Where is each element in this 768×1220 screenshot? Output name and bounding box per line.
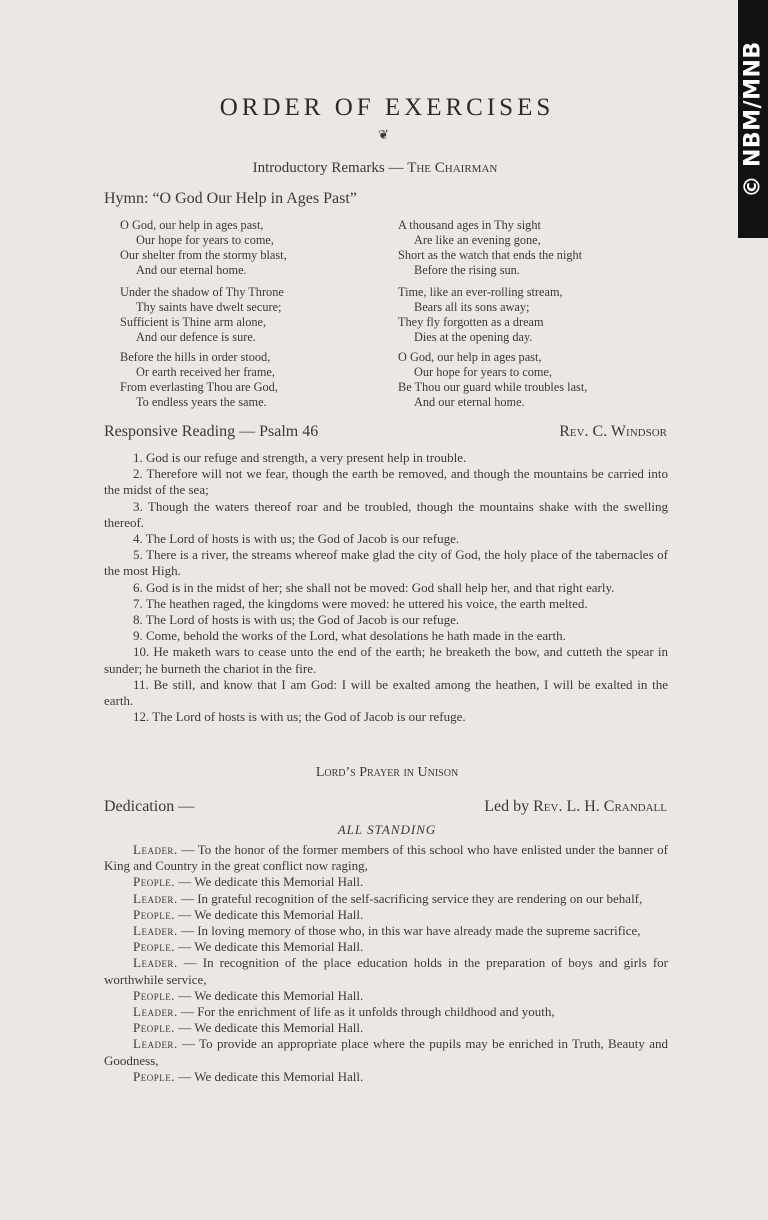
litany-line (104, 842, 668, 874)
hymn-line: Our hope for years to come, (136, 233, 274, 247)
hymn-line: Sufficient is Thine arm alone, (120, 315, 267, 329)
psalm-verse: 4. The Lord of hosts is with us; the God of Jacob is our refuge. (133, 531, 460, 547)
litany-text: — For the enrichment of life as it unfolds through childhood and youth, (177, 1004, 555, 1020)
intro-text: Introductory Remarks — (252, 160, 404, 176)
page-title: ORDER OF EXERCISES (219, 94, 555, 121)
hymn-line: Are like an evening gone, (414, 233, 541, 247)
psalm-verse: 7. The heathen raged, the kingdoms were moved: he uttered his voice, the earth melted. (133, 595, 588, 611)
litany-role: Leader. (133, 1004, 178, 1020)
litany-text: — In loving memory of those who, in this war have already made the supreme sacrifice, (177, 923, 641, 939)
dedication-leader (484, 798, 667, 816)
hymn-line: Be Thou our guard while troubles last, (398, 380, 588, 394)
psalm-verse: 1. God is our refuge and strength, a very present help in trouble. (133, 450, 467, 465)
psalm-verses (104, 450, 668, 725)
litany-text: — We dedicate this Memorial Hall. (174, 874, 364, 890)
psalm-verse: 10. He maketh wars to cease unto the end of the earth; he breaketh the bow, and cutteth the spear in sunder; he burneth the chariot in the fire. (104, 644, 668, 676)
litany-line (104, 923, 668, 939)
all-standing-note: ALL STANDING (337, 822, 437, 837)
psalm-verse: 2. Therefore will not we fear, though the earth be removed, and though the mountains be carried into the midst of the sea; (104, 466, 668, 498)
psalm-verse: 11. Be still, and know that I am God: I will be exalted among the heathen, I will be exalted in the earth. (104, 676, 668, 709)
hymn-line: From everlasting Thou are God, (120, 380, 278, 394)
hymn-stanza-5 (398, 285, 563, 345)
litany-line (104, 1069, 668, 1085)
litany-role: Leader. (133, 1036, 178, 1052)
hymn-line: Or earth received her frame, (136, 365, 275, 379)
hymn-line: Before the hills in order stood, (120, 350, 271, 364)
litany-role: People. (133, 1068, 175, 1084)
litany-line (104, 1036, 668, 1068)
hymn-line: Before the rising sun. (414, 263, 520, 277)
hymn-stanza-2 (120, 285, 284, 345)
litany-role: People. (133, 987, 175, 1003)
litany-role: People. (133, 1020, 175, 1036)
litany-line (104, 955, 668, 987)
hymn-line: Bears all its sons away; (414, 300, 530, 314)
hymn-line: Under the shadow of Thy Throne (120, 285, 284, 299)
litany-text: — In grateful recognition of the self-sacrificing service they are rendering on our behalf, (177, 890, 643, 906)
hymn-stanza-3 (120, 350, 278, 410)
litany-text: — To the honor of the former members of this school who have enlisted under the banner of King and Country in the great conflict now raging, (104, 842, 668, 874)
litany-role: People. (133, 874, 175, 890)
hymn-title: Hymn: “O God Our Help in Ages Past” (104, 190, 357, 207)
hymn-line: And our eternal home. (414, 395, 525, 409)
ornament-icon: ❦ (378, 128, 389, 143)
introductory-remarks (0, 160, 750, 177)
litany-role: Leader. (133, 890, 178, 906)
litany-line (104, 1020, 668, 1036)
hymn-line: Thy saints have dwelt secure; (136, 300, 282, 314)
litany-line (104, 874, 668, 890)
led-by-label: Led by (484, 798, 530, 815)
watermark-text: © NBM/MNB (740, 40, 766, 198)
hymn-line: To endless years the same. (136, 395, 267, 409)
litany-line (104, 988, 668, 1004)
hymn-line: O God, our help in ages past, (120, 218, 264, 232)
hymn-line: And our eternal home. (136, 263, 247, 277)
psalm-verse: 6. God is in the midst of her; she shall not be moved: God shall help her, and that right early. (133, 579, 615, 595)
litany-text: — We dedicate this Memorial Hall. (174, 1020, 364, 1036)
hymn-line: Time, like an ever-rolling stream, (398, 285, 563, 299)
hymn-line: A thousand ages in Thy sight (398, 218, 541, 232)
hymn-line: Our hope for years to come, (414, 365, 552, 379)
hymn-stanza-4 (398, 218, 582, 278)
litany-role: Leader. (133, 923, 178, 939)
responsive-reading-leader: Rev. C. Windsor (559, 423, 667, 440)
litany-line (104, 891, 668, 907)
hymn-line: Dies at the opening day. (414, 330, 533, 344)
hymn-line: And our defence is sure. (136, 330, 256, 344)
litany-line (104, 1004, 668, 1020)
litany-role: People. (133, 906, 175, 922)
psalm-verse: 5. There is a river, the streams whereof make glad the city of God, the holy place of the tabernacles of the most High. (104, 547, 668, 579)
litany-text: — We dedicate this Memorial Hall. (174, 1068, 364, 1084)
litany-line (104, 907, 668, 923)
litany-text: — We dedicate this Memorial Hall. (174, 939, 364, 955)
dedication-litany (104, 842, 668, 1085)
dedication-leader-name: Rev. L. H. Crandall (533, 798, 667, 815)
hymn-line: O God, our help in ages past, (398, 350, 542, 364)
hymn-line: They fly forgotten as a dream (398, 315, 544, 329)
hymn-stanza-6 (398, 350, 587, 410)
litany-text: — We dedicate this Memorial Hall. (174, 906, 364, 922)
hymn-line: Our shelter from the stormy blast, (120, 248, 287, 262)
lords-prayer-heading: Lord’s Prayer in Unison (315, 765, 459, 780)
dedication-title: Dedication — (104, 798, 195, 815)
litany-role: Leader. (133, 842, 178, 857)
psalm-verse: 12. The Lord of hosts is with us; the God of Jacob is our refuge. (133, 709, 466, 725)
psalm-verse: 3. Though the waters thereof roar and be troubled, though the mountains shake with the swelling thereof. (104, 498, 668, 530)
litany-text: — To provide an appropriate place where the pupils may be enriched in Truth, Beauty and Goodness, (104, 1036, 668, 1068)
litany-role: Leader. (133, 955, 178, 971)
intro-speaker: The Chairman (407, 160, 498, 176)
psalm-verse: 9. Come, behold the works of the Lord, what desolations he hath made in the earth. (133, 628, 566, 644)
litany-text: — We dedicate this Memorial Hall. (174, 987, 364, 1003)
psalm-verse: 8. The Lord of hosts is with us; the God of Jacob is our refuge. (133, 612, 460, 628)
hymn-line: Short as the watch that ends the night (398, 248, 583, 262)
hymn-stanza-1 (120, 218, 287, 278)
litany-role: People. (133, 939, 175, 955)
litany-line (104, 939, 668, 955)
litany-text: — In recognition of the place education holds in the preparation of boys and girls for worthwhile service, (104, 955, 668, 987)
responsive-reading-title: Responsive Reading — Psalm 46 (104, 423, 319, 440)
